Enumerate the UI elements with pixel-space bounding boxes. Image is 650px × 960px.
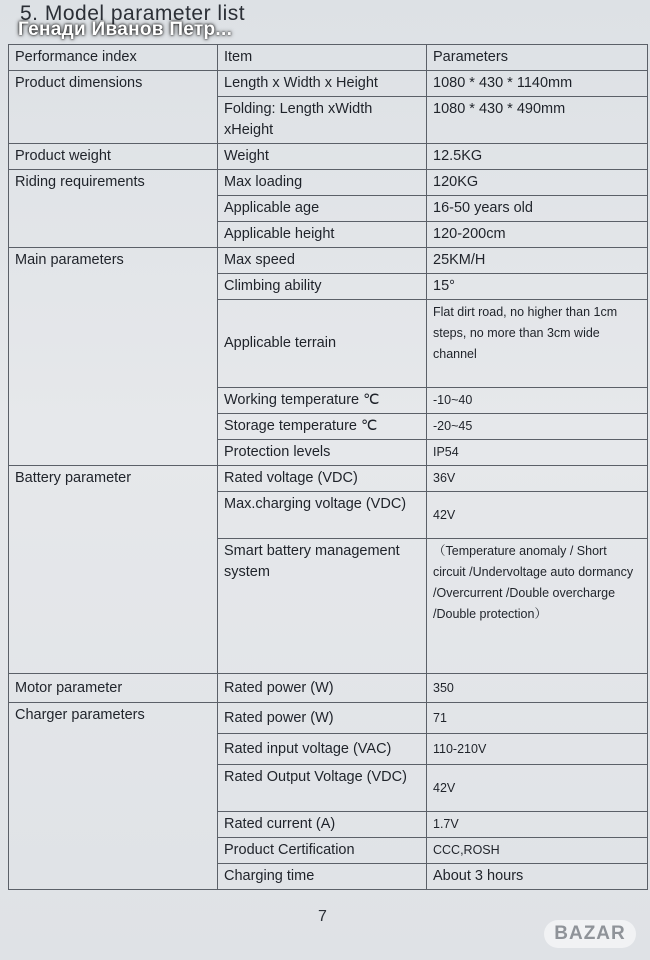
item-cell: Rated power (W) (218, 674, 427, 703)
seller-name-overlay: Генади Иванов Петр... (18, 19, 233, 40)
page-number: 7 (318, 908, 327, 925)
item-cell: Storage temperature ℃ (218, 414, 427, 440)
parameter-table (8, 44, 648, 890)
item-cell: Max.charging voltage (VDC) (218, 492, 427, 539)
value-cell: 42V (427, 492, 648, 539)
header-performance-index: Performance index (9, 45, 218, 71)
value-cell: IP54 (427, 440, 648, 466)
value-cell: About 3 hours (427, 864, 648, 890)
value-cell: 12.5KG (427, 144, 648, 170)
value-cell: 1080 * 430 * 1140mm (427, 71, 648, 97)
item-cell: Rated power (W) (218, 703, 427, 734)
table-row (9, 170, 648, 196)
value-cell: 110-210V (427, 734, 648, 765)
item-cell: Climbing ability (218, 274, 427, 300)
value-cell: 1080 * 430 * 490mm (427, 97, 648, 144)
value-cell: 120KG (427, 170, 648, 196)
group-battery-parameter: Battery parameter (9, 466, 218, 674)
item-cell: Rated Output Voltage (VDC) (218, 765, 427, 812)
group-charger-parameters: Charger parameters (9, 703, 218, 890)
value-cell: Flat dirt road, no higher than 1cm steps, no more than 3cm wide channel (427, 300, 648, 388)
item-cell: Product Certification (218, 838, 427, 864)
table-row (9, 248, 648, 274)
item-cell: Weight (218, 144, 427, 170)
item-cell: Charging time (218, 864, 427, 890)
value-cell: 16-50 years old (427, 196, 648, 222)
item-cell: Max loading (218, 170, 427, 196)
value-cell: 350 (427, 674, 648, 703)
value-cell: 25KM/H (427, 248, 648, 274)
group-motor-parameter: Motor parameter (9, 674, 218, 703)
item-cell: Folding: Length xWidth xHeight (218, 97, 427, 144)
value-cell: 1.7V (427, 812, 648, 838)
group-main-parameters: Main parameters (9, 248, 218, 466)
watermark-logo: BAZAR (544, 920, 636, 948)
table-row (9, 703, 648, 734)
value-cell: 15° (427, 274, 648, 300)
item-cell: Length x Width x Height (218, 71, 427, 97)
value-cell: 42V (427, 765, 648, 812)
group-riding-requirements: Riding requirements (9, 170, 218, 248)
value-cell: -20~45 (427, 414, 648, 440)
item-cell: Applicable height (218, 222, 427, 248)
section-title: 5. Model parameter list (20, 2, 246, 25)
item-cell: Max speed (218, 248, 427, 274)
value-cell: CCC,ROSH (427, 838, 648, 864)
table-header-row (9, 45, 648, 71)
table-row (9, 144, 648, 170)
value-cell: 120-200cm (427, 222, 648, 248)
value-cell: 36V (427, 466, 648, 492)
item-cell: Rated input voltage (VAC) (218, 734, 427, 765)
group-product-weight: Product weight (9, 144, 218, 170)
value-cell: （Temperature anomaly / Short circuit /Undervoltage auto dormancy /Overcurrent /Double overcharge /Double protection） (427, 539, 648, 674)
item-cell: Applicable terrain (218, 300, 427, 388)
table-row (9, 674, 648, 703)
item-cell: Rated voltage (VDC) (218, 466, 427, 492)
item-cell: Applicable age (218, 196, 427, 222)
header-parameters: Parameters (427, 45, 648, 71)
header-item: Item (218, 45, 427, 71)
value-cell: -10~40 (427, 388, 648, 414)
item-cell: Protection levels (218, 440, 427, 466)
group-product-dimensions: Product dimensions (9, 71, 218, 144)
table-row (9, 71, 648, 97)
table-row (9, 466, 648, 492)
item-cell: Smart battery management system (218, 539, 427, 674)
value-cell: 71 (427, 703, 648, 734)
item-cell: Rated current (A) (218, 812, 427, 838)
item-cell: Working temperature ℃ (218, 388, 427, 414)
